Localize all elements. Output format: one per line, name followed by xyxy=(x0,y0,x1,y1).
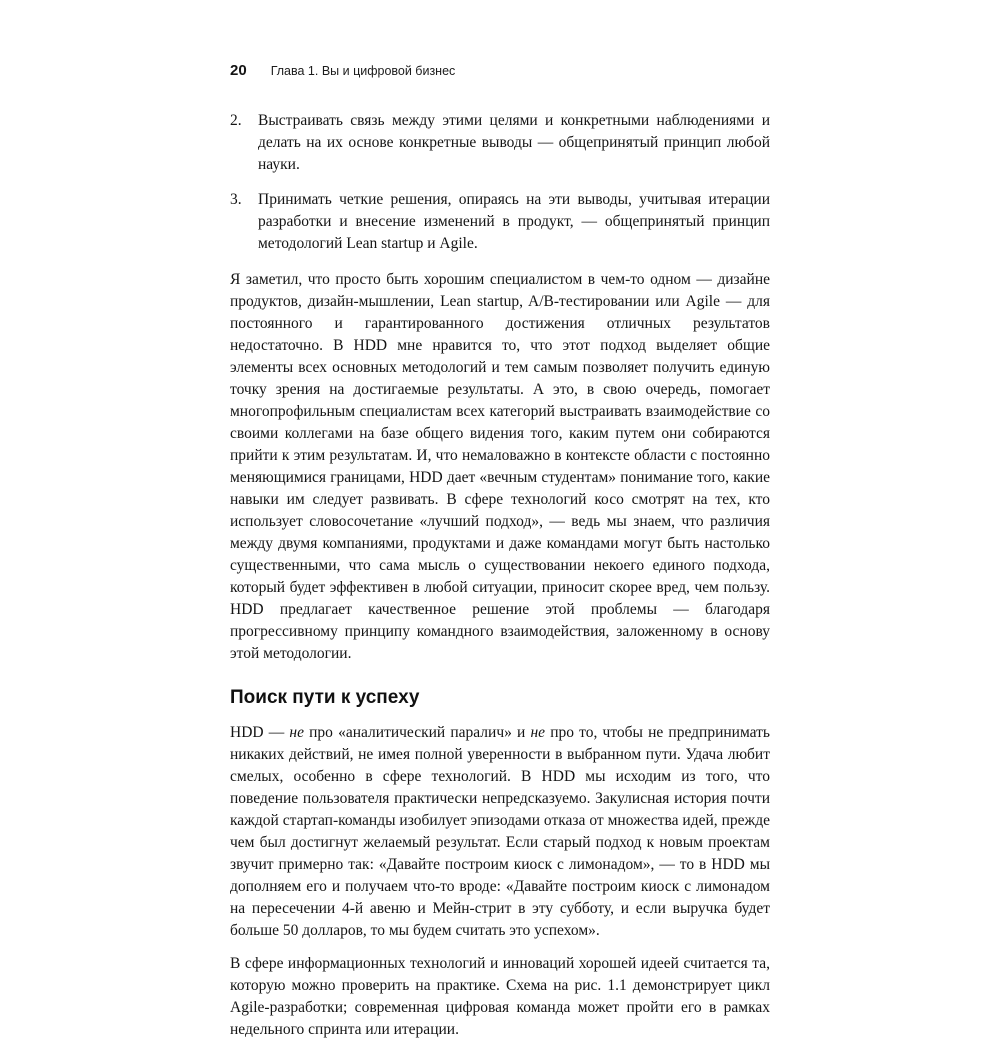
text-run-italic: не xyxy=(530,724,546,741)
list-item-number: 3. xyxy=(230,191,242,208)
page-header xyxy=(230,62,770,79)
paragraph xyxy=(230,722,770,942)
text-run: про то, чтобы не предпринимать никаких действий, не имея полной уверенности в выбранном пути. Удача любит смелых, особенно в сфере технологий. В HDD мы исходим из того, что поведение пользователя практически непредсказуемо. Закулисная история почти каждой стартап-команды изобилует эпизодами отказа от множества идей, прежде чем был достигнут желаемый результат. Если старый подход к новым проектам звучит примерно так: «Давайте построим киоск с лимонадом», — то в HDD мы дополняем его и получаем что-то вроде: «Давайте построим киоск с лимонадом на пересечении 4-й авеню и Мейн-стрит в эту субботу, и если выручка будет больше 50 долларов, то мы будем считать это успехом». xyxy=(230,724,770,939)
paragraph: В сфере информационных технологий и инноваций хорошей идеей считается та, которую можно проверить на практике. Схема на рис. 1.1 демонстрирует цикл Agile-разработки; современная цифровая команда может пройти его в рамках недельного спринта или итерации. xyxy=(230,955,770,1038)
list-item-text: Выстраивать связь между этими целями и конкретными наблюдениями и делать на их основе конкретные выводы — общепринятый принцип любой науки. xyxy=(258,112,770,173)
numbered-list xyxy=(230,110,770,255)
paragraph: Я заметил, что просто быть хорошим специалистом в чем-то одном — дизайне продуктов, дизайн-мышлении, Lean startup, A/B-тестировании или Agile — для постоянного и гарантированного достижения отличных результатов недостаточно. В HDD мне нравится то, что этот подход выделяет общие элементы всех основных методологий и тем самым позволяет получить единую точку зрения на достигаемые результаты. А это, в свою очередь, помогает многопрофильным специалистам всех категорий выстраивать взаимодействие со своими коллегами на базе общего видения того, каким путем они собираются прийти к этим результатам. И, что немаловажно в контексте области с постоянно меняющимися границами, HDD дает «вечным студентам» понимание того, какие навыки им следует развивать. В сфере технологий косо смотрят на тех, кто использует словосочетание «лучший подход», — ведь мы знаем, что различия между двумя компаниями, продуктами и даже командами могут быть настолько существенными, что сама мысль о существовании некоего единого подхода, который будет эффективен в любой ситуации, приносит скорее вред, чем пользу. HDD предлагает качественное решение этой проблемы — благодаря прогрессивному принципу командного взаимодействия, заложенному в основу этой методологии. xyxy=(230,271,770,662)
text-run: HDD — xyxy=(230,724,290,741)
page-content xyxy=(230,110,770,1052)
list-item xyxy=(230,189,770,255)
section-heading: Поиск пути к успеху xyxy=(230,687,420,708)
text-run: про «аналитический паралич» и xyxy=(303,724,531,741)
list-item-text: Принимать четкие решения, опираясь на эти выводы, учитывая итерации разработки и внесение изменений в продукт, — общепринятый принцип методологий Lean startup и Agile. xyxy=(258,191,770,252)
list-item-number: 2. xyxy=(230,112,242,129)
text-run-italic: не xyxy=(289,724,304,741)
page-number: 20 xyxy=(230,62,247,79)
list-item xyxy=(230,110,770,176)
running-title: Глава 1. Вы и цифровой бизнес xyxy=(270,64,456,78)
